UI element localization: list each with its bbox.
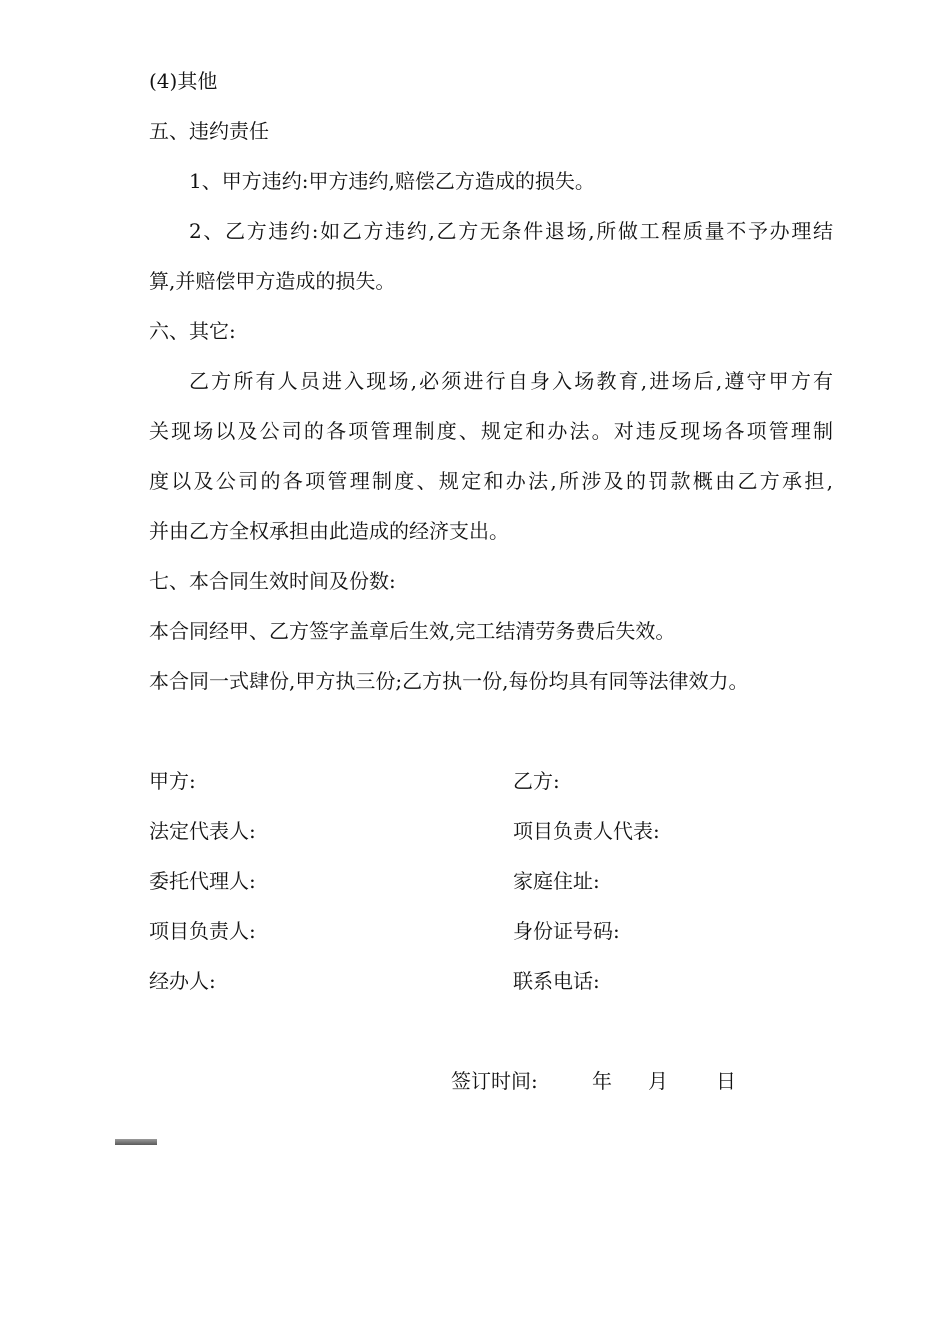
clause-copies: 本合同一式肆份,甲方执三份;乙方执一份,每份均具有同等法律效力。 xyxy=(149,669,749,693)
clause-other-line3: 度以及公司的各项管理制度、规定和办法,所涉及的罚款概由乙方承担, xyxy=(149,469,833,493)
clause-effective-time: 本合同经甲、乙方签字盖章后生效,完工结清劳务费后失效。 xyxy=(149,619,676,643)
party-b-phone-label: 联系电话: xyxy=(513,969,600,993)
section-heading-effective: 七、本合同生效时间及份数: xyxy=(149,569,396,593)
party-a-agent-label: 委托代理人: xyxy=(149,869,256,893)
scan-artifact-bar xyxy=(115,1139,157,1145)
party-b-project-rep-label: 项目负责人代表: xyxy=(513,819,660,843)
clause-party-b-breach-line1: 2、乙方违约:如乙方违约,乙方无条件退场,所做工程质量不予办理结 xyxy=(189,219,833,243)
signing-day-label: 日 xyxy=(716,1069,736,1093)
party-a-label: 甲方: xyxy=(149,769,196,793)
party-b-label: 乙方: xyxy=(513,769,560,793)
clause-4-other: (4)其他 xyxy=(149,69,218,93)
party-a-handler-label: 经办人: xyxy=(149,969,216,993)
section-heading-breach: 五、违约责任 xyxy=(149,119,269,143)
party-b-address-label: 家庭住址: xyxy=(513,869,600,893)
clause-party-a-breach: 1、甲方违约:甲方违约,赔偿乙方造成的损失。 xyxy=(189,169,595,193)
party-a-legal-rep-label: 法定代表人: xyxy=(149,819,256,843)
party-b-id-number-label: 身份证号码: xyxy=(513,919,620,943)
party-a-project-lead-label: 项目负责人: xyxy=(149,919,256,943)
signing-year-label: 年 xyxy=(592,1069,612,1093)
clause-other-line4: 并由乙方全权承担由此造成的经济支出。 xyxy=(149,519,509,543)
signing-month-label: 月 xyxy=(648,1069,668,1093)
section-heading-other: 六、其它: xyxy=(149,319,236,343)
clause-other-line1: 乙方所有人员进入现场,必须进行自身入场教育,进场后,遵守甲方有 xyxy=(189,369,833,393)
clause-party-b-breach-line2: 算,并赔偿甲方造成的损失。 xyxy=(149,269,396,293)
clause-other-line2: 关现场以及公司的各项管理制度、规定和办法。对违反现场各项管理制 xyxy=(149,419,833,443)
signing-date-label: 签订时间: xyxy=(451,1069,538,1093)
